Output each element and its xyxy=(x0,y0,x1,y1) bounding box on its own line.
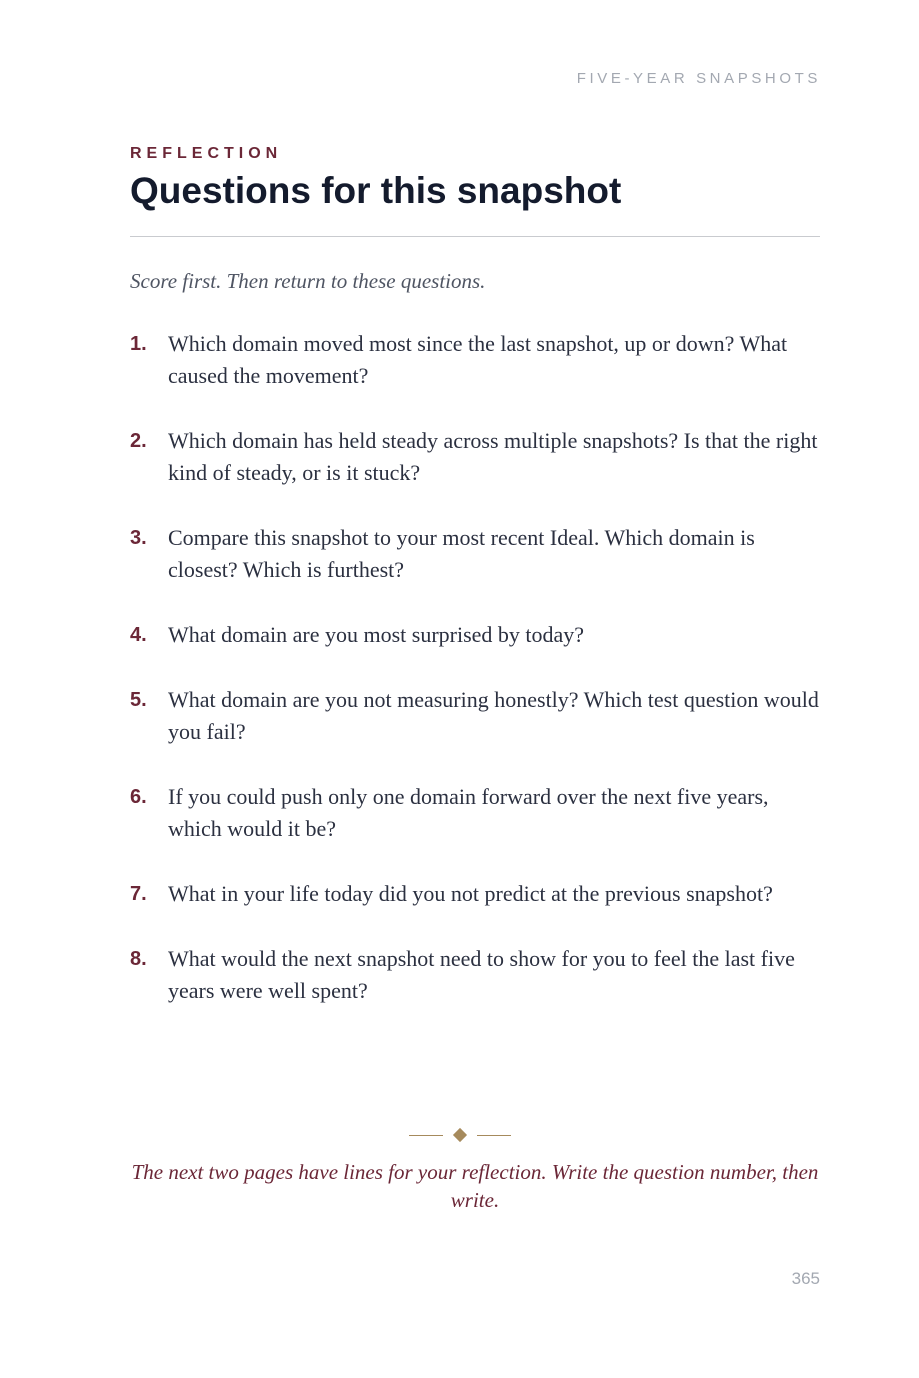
page-title: Questions for this snapshot xyxy=(130,170,622,211)
closing-note: The next two pages have lines for your reflection. Write the question number, then write. xyxy=(131,1160,819,1212)
question-text: What would the next snapshot need to show for you to feel the last five years were well spent? xyxy=(168,946,795,1003)
question-text: Which domain has held steady across multiple snapshots? Is that the right kind of steady, or is it stuck? xyxy=(168,428,818,485)
question-number: 6. xyxy=(130,786,147,808)
questions-list xyxy=(130,328,820,1040)
question-number: 3. xyxy=(130,527,147,549)
ornament-line-right xyxy=(477,1135,511,1136)
question-number: 8. xyxy=(130,948,147,970)
question-number: 4. xyxy=(130,624,147,646)
question-text: Compare this snapshot to your most recent Ideal. Which domain is closest? Which is furthest? xyxy=(168,525,755,582)
diamond-divider-icon xyxy=(0,1124,919,1146)
question-item xyxy=(130,684,820,748)
question-text: What domain are you most surprised by today? xyxy=(168,622,585,647)
question-text: If you could push only one domain forward over the next five years, which would it be? xyxy=(168,784,769,841)
diamond-icon xyxy=(452,1128,466,1142)
section-eyebrow: REFLECTION xyxy=(130,145,283,162)
running-head: FIVE-YEAR SNAPSHOTS xyxy=(576,70,821,87)
question-number: 7. xyxy=(130,883,147,905)
question-text: What in your life today did you not predict at the previous snapshot? xyxy=(168,881,773,906)
question-text: What domain are you not measuring honestly? Which test question would you fail? xyxy=(168,687,819,744)
question-item xyxy=(130,425,820,489)
intro-text: Score first. Then return to these questions. xyxy=(130,269,486,293)
question-item xyxy=(130,943,820,1007)
question-item xyxy=(130,522,820,586)
question-number: 1. xyxy=(130,333,147,355)
title-divider xyxy=(130,236,820,237)
question-text: Which domain moved most since the last snapshot, up or down? What caused the movement? xyxy=(168,331,788,388)
question-item xyxy=(130,781,820,845)
question-item xyxy=(130,878,820,910)
ornament-line-left xyxy=(409,1135,443,1136)
question-item xyxy=(130,328,820,392)
page-number: 365 xyxy=(791,1269,820,1288)
question-number: 2. xyxy=(130,430,147,452)
question-item xyxy=(130,619,820,651)
question-number: 5. xyxy=(130,689,147,711)
